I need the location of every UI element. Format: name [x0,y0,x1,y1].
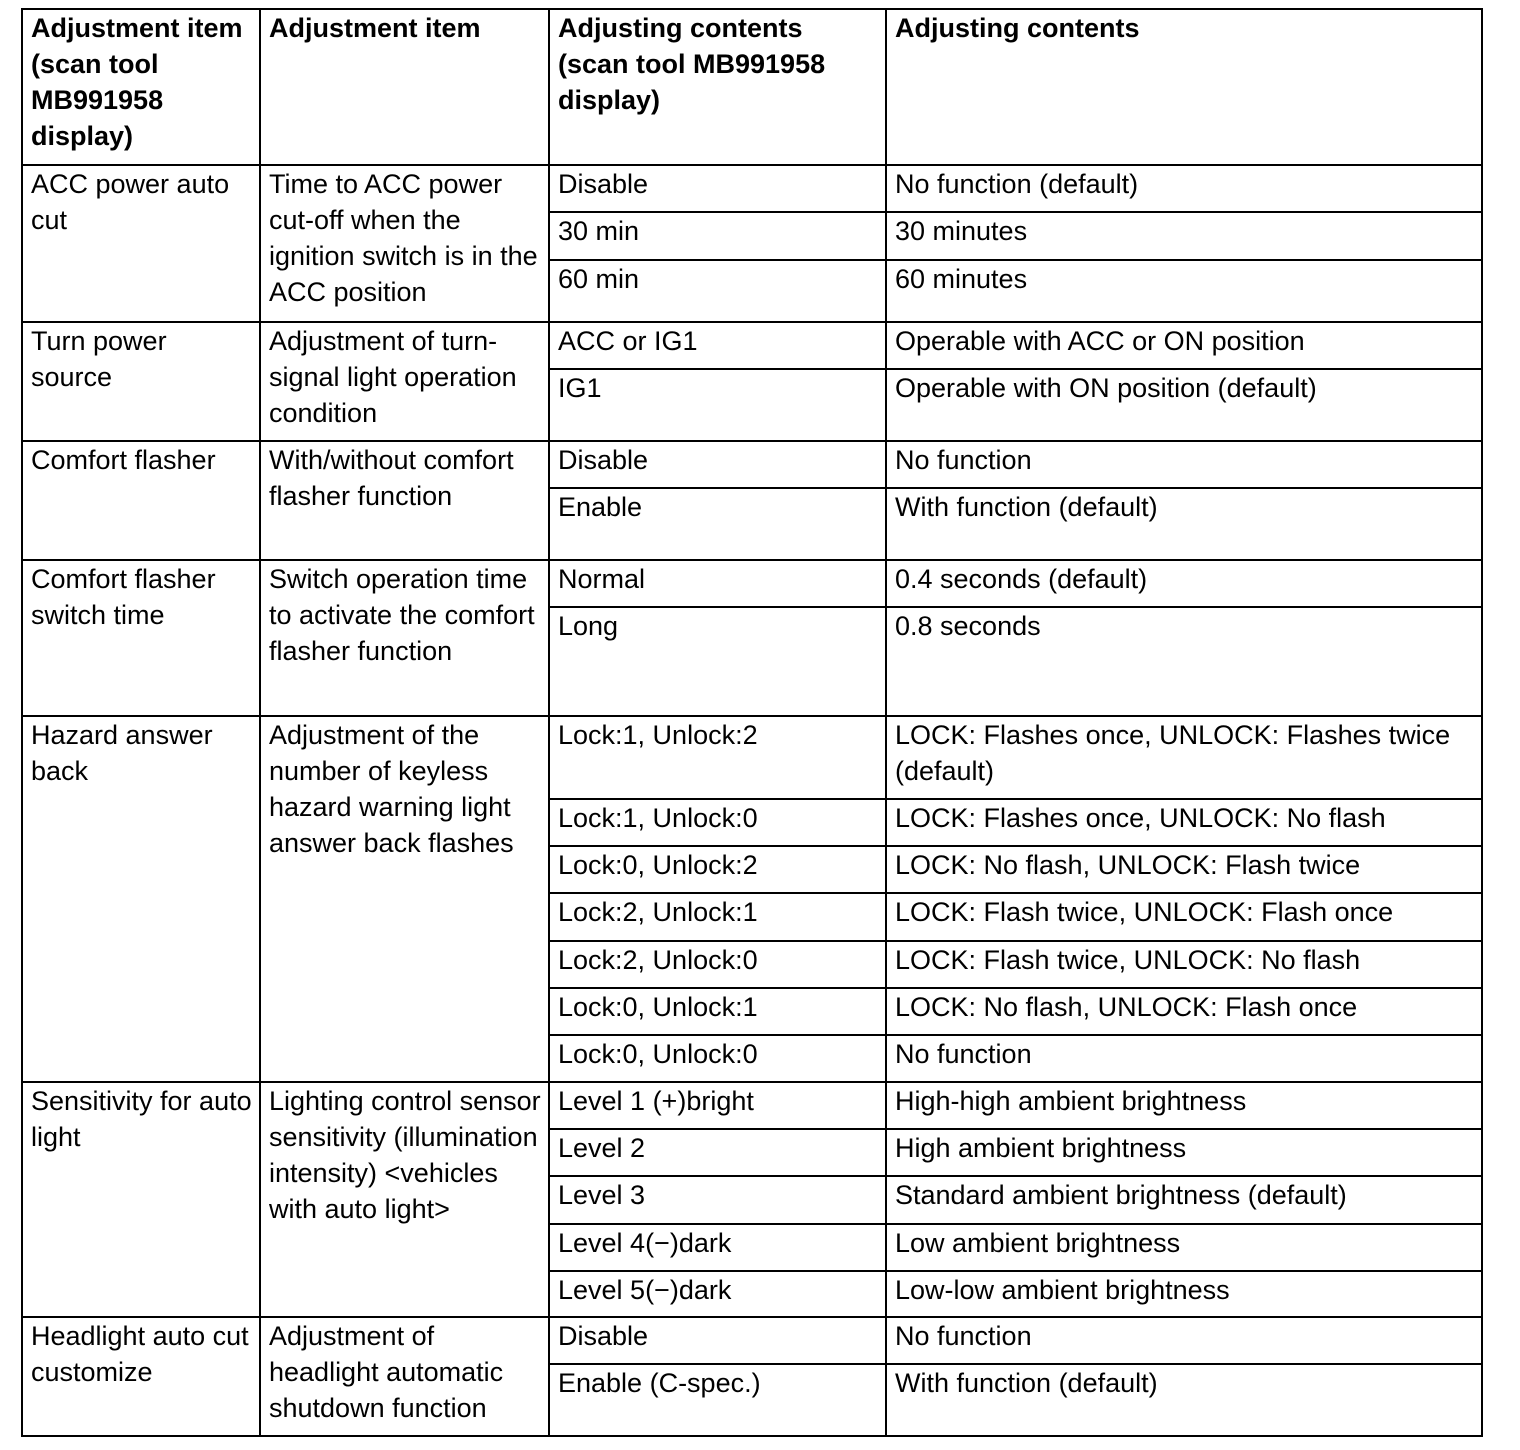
option-content-cell: LOCK: No flash, UNLOCK: Flash once [886,988,1482,1035]
table-row [22,165,1482,212]
option-display-cell: Lock:2, Unlock:1 [549,893,886,941]
option-content-cell: Low ambient brightness [886,1224,1482,1271]
adjustment-item-cell: Turn power source [22,322,260,441]
option-content-cell: No function [886,1317,1482,1364]
option-content-cell: 60 minutes [886,260,1482,322]
header-contents-scan-tool: Adjusting contents (scan tool MB991958 display) [549,9,886,165]
option-display-cell: Lock:1, Unlock:0 [549,799,886,846]
table-row [22,1317,1482,1364]
option-content-cell: No function (default) [886,165,1482,212]
option-content-cell: LOCK: No flash, UNLOCK: Flash twice [886,846,1482,893]
option-content-cell: LOCK: Flash twice, UNLOCK: No flash [886,941,1482,988]
adjustment-item-cell: Comfort flasher [22,441,260,560]
option-content-cell: Operable with ACC or ON position [886,322,1482,369]
option-content-cell: No function [886,1035,1482,1082]
adjustment-item-cell: Comfort flasher switch time [22,560,260,716]
option-display-cell: Normal [549,560,886,607]
option-display-cell: 60 min [549,260,886,322]
option-content-cell: LOCK: Flashes once, UNLOCK: Flashes twice (default) [886,716,1482,799]
option-content-cell: With function (default) [886,488,1482,560]
option-display-cell: Lock:0, Unlock:1 [549,988,886,1035]
option-display-cell: Lock:2, Unlock:0 [549,941,886,988]
option-content-cell: 0.8 seconds [886,607,1482,716]
adjustment-description-cell: With/without comfort flasher function [260,441,549,560]
option-content-cell: Standard ambient brightness (default) [886,1176,1482,1224]
adjustment-item-cell: ACC power auto cut [22,165,260,322]
table-row [22,1082,1482,1129]
adjustment-description-cell: Lighting control sensor sensitivity (illumination intensity) <vehicles with auto light> [260,1082,549,1317]
option-content-cell: 30 minutes [886,212,1482,260]
option-content-cell: Low-low ambient brightness [886,1271,1482,1317]
adjustment-item-cell: Hazard answer back [22,716,260,1082]
table-row [22,716,1482,799]
adjustment-description-cell: Adjustment of turn-signal light operation condition [260,322,549,441]
option-display-cell: Level 3 [549,1176,886,1224]
adjustment-description-cell: Time to ACC power cut-off when the ignition switch is in the ACC position [260,165,549,322]
option-display-cell: Lock:0, Unlock:2 [549,846,886,893]
option-display-cell: Disable [549,441,886,488]
option-display-cell: Level 4(−)dark [549,1224,886,1271]
option-content-cell: With function (default) [886,1364,1482,1436]
option-content-cell: High ambient brightness [886,1129,1482,1176]
option-content-cell: LOCK: Flash twice, UNLOCK: Flash once [886,893,1482,941]
adjustment-item-cell: Sensitivity for auto light [22,1082,260,1317]
header-item: Adjustment item [260,9,549,165]
adjustment-description-cell: Adjustment of headlight automatic shutdown function [260,1317,549,1436]
option-content-cell: No function [886,441,1482,488]
option-display-cell: Level 2 [549,1129,886,1176]
table-row [22,441,1482,488]
option-display-cell: Enable (C-spec.) [549,1364,886,1436]
header-item-scan-tool: Adjustment item (scan tool MB991958 display) [22,9,260,165]
header-row [22,9,1482,165]
option-display-cell: Disable [549,165,886,212]
option-content-cell: 0.4 seconds (default) [886,560,1482,607]
table-body [22,165,1482,1436]
table-row [22,322,1482,369]
option-content-cell: LOCK: Flashes once, UNLOCK: No flash [886,799,1482,846]
option-display-cell: Lock:1, Unlock:2 [549,716,886,799]
option-display-cell: Enable [549,488,886,560]
adjustment-table [21,8,1483,1437]
option-content-cell: Operable with ON position (default) [886,369,1482,441]
option-display-cell: Disable [549,1317,886,1364]
option-display-cell: ACC or IG1 [549,322,886,369]
header-contents: Adjusting contents [886,9,1482,165]
adjustment-item-cell: Headlight auto cut customize [22,1317,260,1436]
option-display-cell: Level 1 (+)bright [549,1082,886,1129]
option-display-cell: Level 5(−)dark [549,1271,886,1317]
option-display-cell: Lock:0, Unlock:0 [549,1035,886,1082]
option-display-cell: Long [549,607,886,716]
table-row [22,560,1482,607]
option-content-cell: High-high ambient brightness [886,1082,1482,1129]
adjustment-description-cell: Switch operation time to activate the comfort flasher function [260,560,549,716]
table-header [22,9,1482,165]
option-display-cell: IG1 [549,369,886,441]
option-display-cell: 30 min [549,212,886,260]
adjustment-description-cell: Adjustment of the number of keyless hazard warning light answer back flashes [260,716,549,1082]
